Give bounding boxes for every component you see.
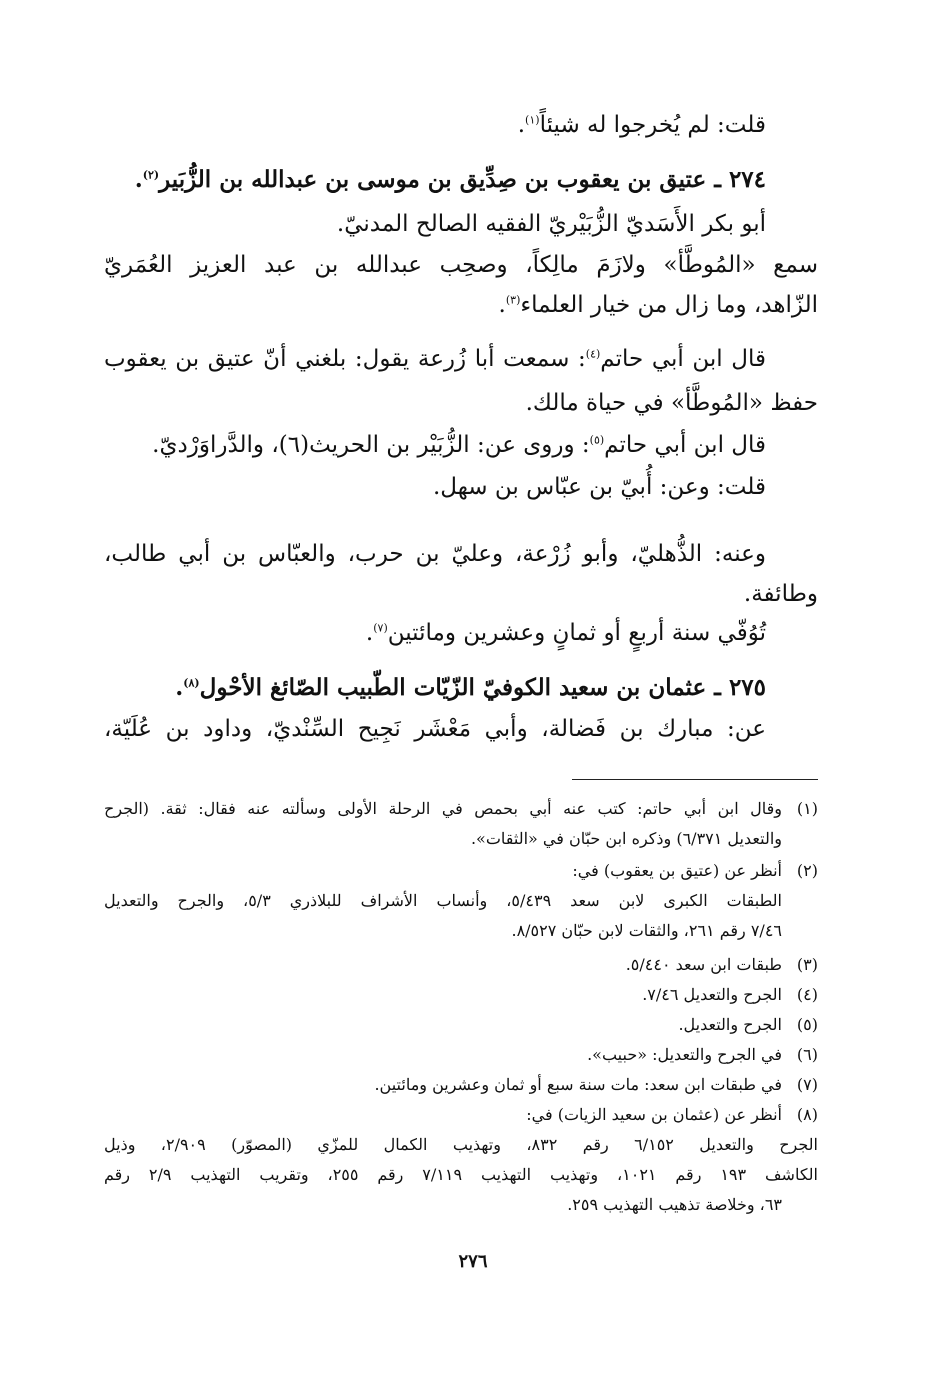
footnote-1-cont: والتعديل ٦/٣٧١) وذكره ابن حبّان في «الثقات». [470,829,782,848]
footnote-8: (٨)أنظر عن (عثمان بن سعيد الزيات) في: [526,1105,818,1124]
footnote-ref[interactable]: (٥) [589,433,605,447]
body-line-11: وطائفة. [743,581,818,607]
footnote-1: (١)وقال ابن أبي حاتم: كتب عنه أبي بحمص في الرحلة الأولى وسألته عنه فقال: ثقة. (الجرح [104,799,818,818]
footnote-ref[interactable]: (١) [525,113,540,127]
footnote-8-cont: الجرح والتعديل ٦/١٥٢ رقم ٨٣٢، وتهذيب الكمال للمزّي (المصوّر) ٢/٩٠٩، وذيل [104,1135,819,1154]
footnote-separator [572,779,818,780]
footnote-8-cont: ٦٣، وخلاصة تذهيب التهذيب ٢٥٩. [567,1195,782,1214]
footnote-4: (٤)الجرح والتعديل ٧/٤٦. [642,985,818,1004]
footnote-8-cont: الكاشف ١٩٣ رقم ١٠٢١، وتهذيب التهذيب ٧/١١٩ رقم ٢٥٥، وتقريب التهذيب ٢/٩ رقم [104,1165,818,1184]
body-line-6: قال ابن أبي حاتم$^{(٤)}$: سمعت أبا زُرعة يقول: بلغني أنّ عتيق بن يعقوب [104,346,767,372]
footnote-ref[interactable]: (٤) [585,347,601,361]
footnote-5: (٥)الجرح والتعديل. [678,1015,818,1034]
body-line-4: سمع «المُوطَّأ» ولازَمَ مالِكاً، وصحِب عبدالله بن عبد العزيز العُمَريّ [104,252,818,278]
footnote-ref[interactable]: (٣) [505,293,521,307]
footnote-ref[interactable]: (٧) [373,621,388,635]
footnote-7: (٧)في طبقات ابن سعد: مات سنة سبع أو ثمان وعشرين ومائتين. [374,1075,818,1094]
body-line-1: قلت: لم يُخرجوا له شيئاً$^{(١)}$. [517,112,766,138]
footnote-ref[interactable]: (٨) [183,676,200,690]
footnote-2: (٢)أنظر عن (عتيق بن يعقوب) في: [572,861,818,880]
entry-275-heading: ٢٧٥ ـ عثمان بن سعيد الكوفيّ الزّيّات الطّبيب الصّائغ الأحْول$^{(٨)}$. [175,674,766,701]
body-line-9: قلت: وعن: أُبيّ بن عبّاس بن سهل. [432,474,766,500]
body-line-14: عن: مبارك بن فَضالة، وأبي مَعْشَر نَجِيح السِّنْديّ، وداود بن عُلَيّة، [104,716,766,742]
body-line-8: قال ابن أبي حاتم$^{(٥)}$: وروى عن: الزُّبَيْر بن الحريث(٦)، والدَّراوَرْديّ. [152,432,766,458]
body-line-7: حفظ «المُوطَّأ» في حياة مالك. [525,390,818,416]
footnote-2-cont: ٧/٤٦ رقم ٢٦١، والثقات لابن حبّان ٨/٥٢٧. [511,921,782,940]
entry-274-heading: ٢٧٤ ـ عتيق بن يعقوب بن صِدِّيق بن موسى بن عبدالله بن الزُّبَير$^{(٢)}$. [134,166,766,193]
footnote-6: (٦)في الجرح والتعديل: «حبيب». [587,1045,818,1064]
footnote-ref[interactable]: (٢) [142,168,160,182]
footnote-3: (٣)طبقات ابن سعد ٥/٤٤٠. [625,955,818,974]
body-line-10: وعنه: الذُّهليّ، وأبو زُرْعة، وعليّ بن حرب، والعبّاس بن أبي طالب، [104,541,766,567]
page-number: ٢٧٦ [458,1251,488,1272]
body-line-5: الزّاهد، وما زال من خيار العلماء$^{(٣)}$. [498,292,818,318]
footnote-2-cont: الطبقات الكبرى لابن سعد ٥/٤٣٩، وأنساب الأشراف للبلاذري ٥/٣، والجرح والتعديل [104,891,782,910]
body-line-12: تُوُفّي سنة أربعٍ أو ثمانٍ وعشرين ومائتين$^{(٧)}$. [365,620,766,646]
body-line-3: أبو بكر الأَسَديّ الزُّبَيْريّ الفقيه الصالح المدنيّ. [336,211,766,237]
